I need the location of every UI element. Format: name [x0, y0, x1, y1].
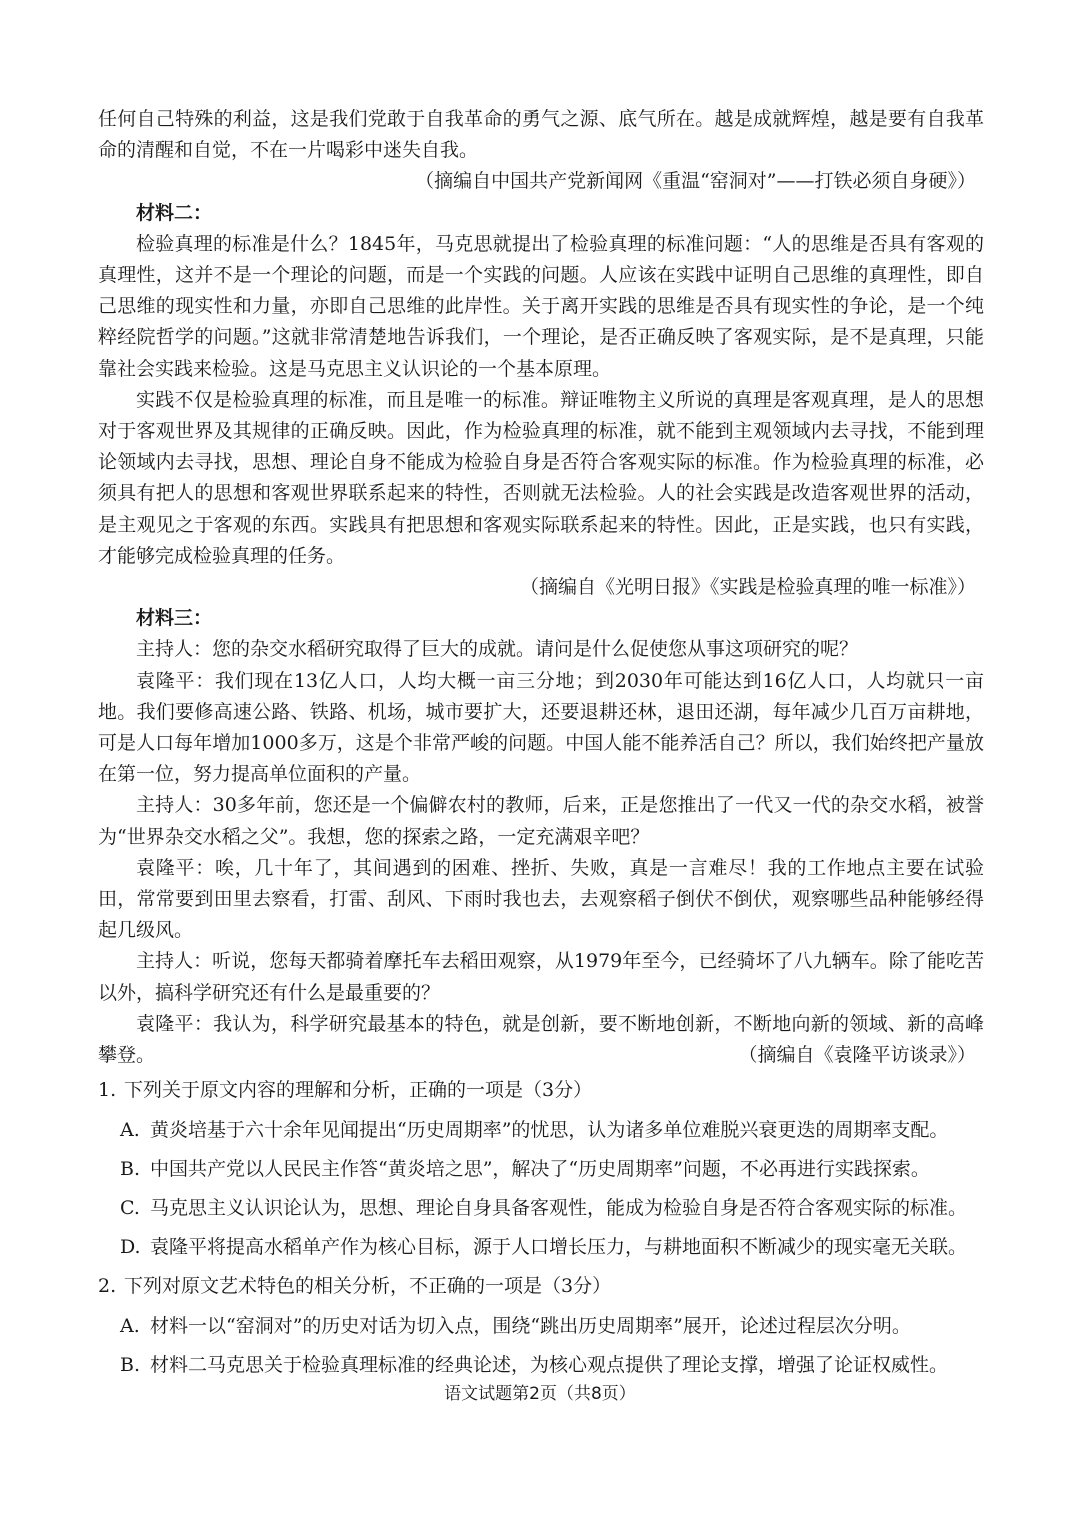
question-2-option-a [120, 1311, 984, 1342]
question-text: 下列关于原文内容的理解和分析，正确的一项是（3分） [124, 1079, 593, 1102]
option-letter: B. [120, 1157, 141, 1180]
question-text: 下列对原文艺术特色的相关分析，不正确的一项是（3分） [124, 1275, 612, 1298]
material3-source: （摘编自《袁隆平访谈录》） [738, 1044, 976, 1067]
interview-paragraph: 主持人：30多年前，您还是一个偏僻农村的教师，后来，正是您推出了一代又一代的杂交水稻，被誉为“世界杂交水稻之父”。我想，您的探索之路，一定充满艰辛吧？ [98, 794, 984, 848]
option-text: 材料二马克思关于检验真理标准的经典论述，为核心观点提供了理论支撑，增强了论证权威性。 [150, 1353, 949, 1376]
interview-paragraph: 主持人：您的杂交水稻研究取得了巨大的成就。请问是什么促使您从事这项研究的呢？ [136, 638, 859, 661]
interview-paragraph-last [98, 1009, 984, 1071]
material2-heading: 材料二： [136, 201, 213, 224]
question-2-option-b [120, 1350, 984, 1381]
question-1-stem [98, 1075, 984, 1106]
question-1-option-b [120, 1154, 984, 1185]
interview-paragraph: 袁隆平：唉，几十年了，其间遇到的困难、挫折、失败，真是一言难尽！我的工作地点主要在试验田，常常要到田里去察看，打雷、刮风、下雨时我也去，去观察稻子倒伏不倒伏，观察哪些品种能够经得起几级风。 [98, 856, 984, 942]
option-text: 马克思主义认识论认为，思想、理论自身具备客观性，能成为检验自身是否符合客观实际的标准。 [150, 1196, 968, 1219]
option-text: 材料一以“窑洞对”的历史对话为切入点，围绕“跳出历史周期率”展开，论述过程层次分明。 [150, 1314, 911, 1337]
option-letter: A. [120, 1118, 140, 1141]
page-footer: 语文试题第2页（共8页） [444, 1384, 636, 1404]
question-number: 1. [98, 1079, 117, 1102]
material3-heading: 材料三： [136, 607, 213, 630]
material2-paragraph: 实践不仅是检验真理的标准，而且是唯一的标准。辩证唯物主义所说的真理是客观真理，是人的思想对于客观世界及其规律的正确反映。因此，作为检验真理的标准，就不能到主观领域内去寻找，不能到理论领域内去寻找，思想、理论自身不能成为检验自身是否符合客观实际的标准。作为检验真理的标准，必须具有把人的思想和客观世界联系起来的特性，否则就无法检验。人的社会实践是改造客观世界的活动，是主观见之于客观的东西。实践具有把思想和客观实际联系起来的特性。因此，正是实践，也只有实践，才能够完成检验真理的任务。 [98, 388, 984, 567]
question-2-stem [98, 1271, 984, 1302]
question-1-option-c [120, 1193, 984, 1224]
material1-tail-text: 任何自己特殊的利益，这是我们党敢于自我革命的勇气之源、底气所在。越是成就辉煌，越是要有自我革命的清醒和自觉，不在一片喝彩中迷失自我。 [98, 108, 984, 162]
option-text: 袁隆平将提高水稻单产作为核心目标，源于人口增长压力，与耕地面积不断减少的现实毫无关联。 [150, 1236, 968, 1259]
interview-paragraph: 主持人：听说，您每天都骑着摩托车去稻田观察，从1979年至今，已经骑坏了八九辆车。除了能吃苦以外，搞科学研究还有什么是最重要的？ [98, 950, 984, 1004]
interview-last-text: 袁隆平：我认为，科学研究最基本的特色，就是创新，要不断地创新，不断地向新的领域、新的高峰攀登。 [98, 1012, 984, 1067]
material2-paragraph: 检验真理的标准是什么？1845年，马克思就提出了检验真理的标准问题：“人的思维是否具有客观的真理性，这并不是一个理论的问题，而是一个实践的问题。人应该在实践中证明自己思维的真理性，即自己思维的现实性和力量，亦即自己思维的此岸性。关于离开实践的思维是否具有现实性的争论，是一个纯粹经院哲学的问题。”这就非常清楚地告诉我们，一个理论，是否正确反映了客观实际，是不是真理，只能靠社会实践来检验。这是马克思主义认识论的一个基本原理。 [98, 232, 984, 380]
question-1-option-d [120, 1232, 984, 1263]
material1-source: （摘编自中国共产党新闻网《重温“窑洞对”——打铁必须自身硬》） [415, 170, 976, 193]
exam-page [98, 104, 984, 1389]
material2-source: （摘编自《光明日报》《实践是检验真理的唯一标准》） [519, 576, 976, 599]
interview-paragraph: 袁隆平：我们现在13亿人口，人均大概一亩三分地；到2030年可能达到16亿人口，人均就只一亩地。我们要修高速公路、铁路、机场，城市要扩大，还要退耕还林，退田还湖，每年减少几百万亩耕地，可是人口每年增加1000多万，这是个非常严峻的问题。中国人能不能养活自己？所以，我们始终把产量放在第一位，努力提高单位面积的产量。 [98, 669, 984, 786]
option-text: 中国共产党以人民民主作答“黄炎培之思”，解决了“历史周期率”问题，不必再进行实践探索。 [150, 1157, 930, 1180]
option-text: 黄炎培基于六十余年见闻提出“历史周期率”的忧思，认为诸多单位难脱兴衰更迭的周期率支配。 [150, 1118, 949, 1141]
option-letter: C. [120, 1196, 140, 1219]
question-number: 2. [98, 1275, 117, 1298]
question-1-option-a [120, 1115, 984, 1146]
option-letter: B. [120, 1353, 141, 1376]
option-letter: A. [120, 1314, 140, 1337]
option-letter: D. [120, 1236, 141, 1259]
